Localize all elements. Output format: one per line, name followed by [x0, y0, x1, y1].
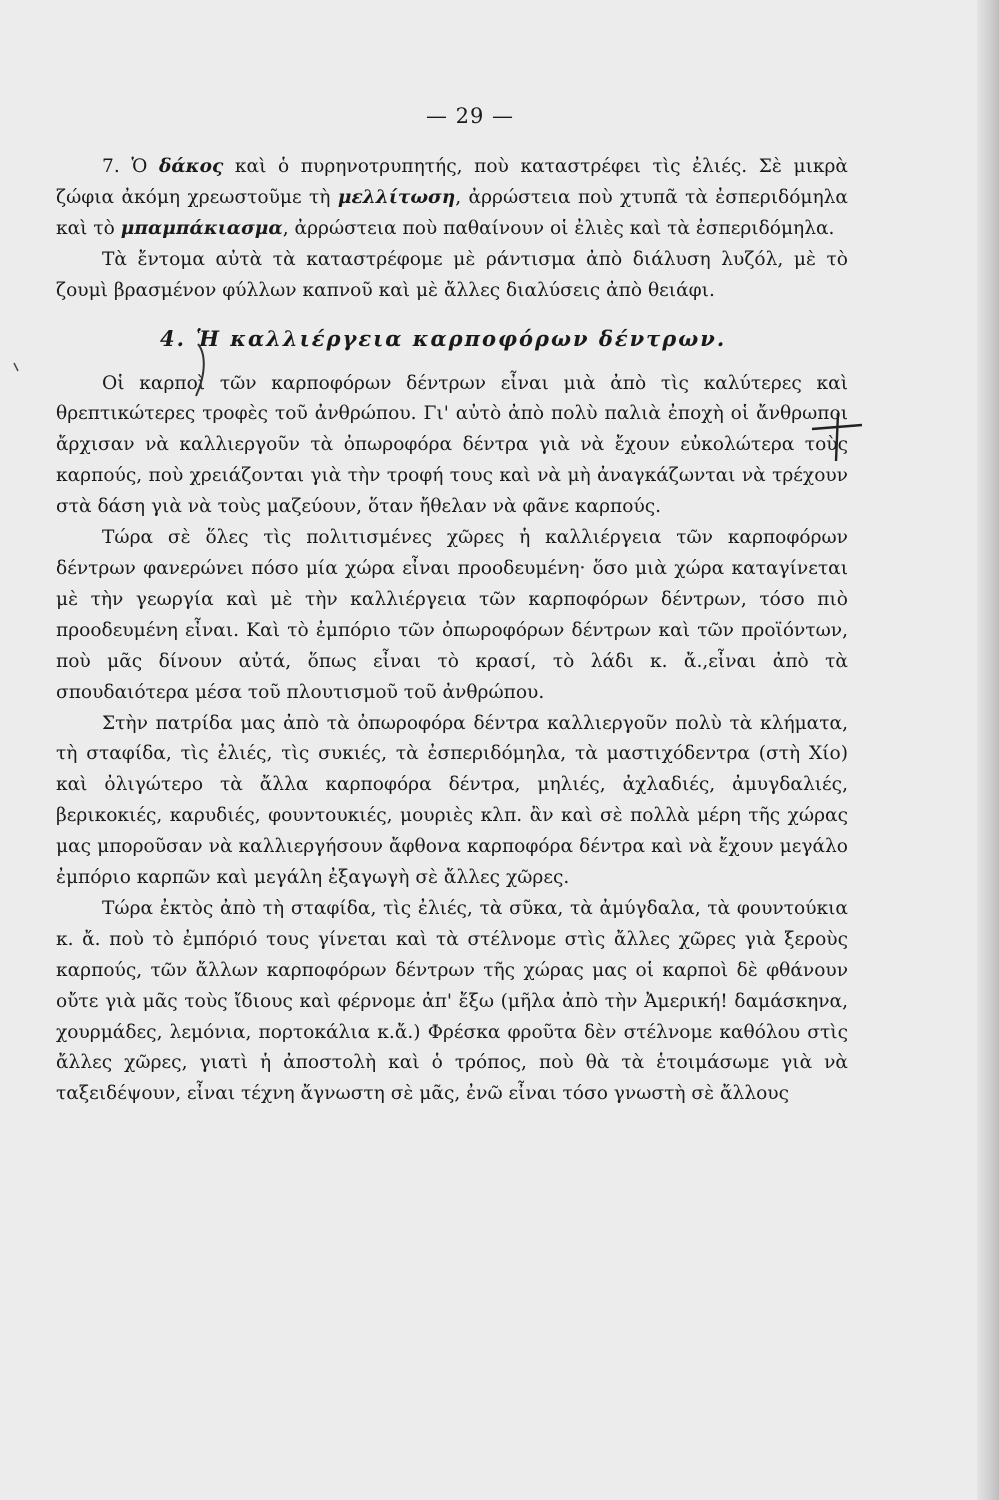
term-dakos: δάκος [158, 156, 224, 177]
section-number: 4. [160, 325, 186, 351]
section-heading [56, 321, 848, 357]
paragraph-pests-tail: , ἀρρώστεια ποὺ παθαίνουν οἱ ἐλιὲς καὶ τὰ ἐσπεριδόμηλα. [282, 217, 835, 239]
paragraph-pests [56, 152, 848, 245]
ink-speck [12, 362, 20, 372]
paragraph-4: Τώρα ἐκτὸς ἀπὸ τὴ σταφίδα, τὶς ἐλιές, τὰ σῦκα, τὰ ἀμύγδαλα, τὰ φουντούκια κ. ἄ. ποὺ τὸ ἐμπόριό τους γίνεται καὶ τὰ στέλνομε στὶς ἄλλες χῶρες γιὰ ξεροὺς καρπούς, τῶν ἄλλων καρποφόρων δέντρων τῆς χώρας μας οἱ καρποὶ δὲ φθάνουν οὔτε γιὰ μᾶς τοὺς ἴδιους καὶ φέρνομε ἀπ' ἔξω (μῆλα ἀπὸ τὴν Ἀμερική! δαμάσκηνα, χουρμάδες, λεμόνια, πορτοκάλια κ.ἄ.) Φρέσκα φροῦτα δὲν στέλνομε καθόλου στὶς ἄλλες χῶρες, γιατὶ ἡ ἀποστολὴ καὶ ὁ τρόπος, ποὺ θὰ τὰ ἑτοιμάσωμε γιὰ νὰ ταξειδέψουν, εἶναι τέχνη ἄγνωστη σὲ μᾶς, ἐνῶ εἶναι τόσο γνωστὴ σὲ ἄλλους [56, 897, 848, 1105]
pencil-cross-mark [808, 407, 864, 463]
page-edge [977, 0, 999, 1500]
page-number: — 29 — [425, 104, 515, 128]
paragraph-1: Οἱ καρποὶ τῶν καρποφόρων δέντρων εἶναι μιὰ ἀπὸ τὶς καλύτερες καὶ θρεπτικώτερες τροφὲς τοῦ ἀνθρώπου. Γι' αὐτὸ ἀπὸ πολὺ παλιὰ ἐποχὴ οἱ ἄνθρωποι ἄρχισαν νὰ καλλιεργοῦν τὰ ὀπωροφόρα δέντρα γιὰ νὰ ἔχουν εὐκολώτερα τοὺς καρπούς, ποὺ χρειάζονται γιὰ τὴν τροφή τους καὶ νὰ μὴ ἀναγκάζωνται νὰ τρέχουν στὰ δάση γιὰ νὰ τοὺς μαζεύουν, ὅταν ἤθελαν νὰ φᾶνε καρπούς. [56, 372, 848, 518]
paragraph-spraying: Τὰ ἔντομα αὐτὰ τὰ καταστρέφομε μὲ ράντισμα ἀπὸ διάλυση λυζόλ, μὲ τὸ ζουμὶ βρασμένον φύλλων καπνοῦ καὶ μὲ ἄλλες διαλύσεις ἀπὸ θειάφι. [56, 248, 848, 301]
paragraph-pests-mid1: καὶ ὁ πυρηνοτρυπητής, ποὺ καταστρέφει τὶς ἐλιές. Σὲ μικρὰ ζώφια ἀκόμη χρεωστοῦμε τὴ [56, 156, 848, 208]
term-bambakiasma: μπαμπάκιασμα [120, 217, 283, 239]
pencil-bracket-mark [192, 340, 212, 400]
term-mellitosi: μελλίτωση [337, 186, 456, 208]
paragraph-pests-mid2: , ἀρρώστεια ποὺ χτυπᾶ τὰ ἐσπεριδόμηλα καὶ τὸ [56, 186, 848, 239]
paragraph-2: Τώρα σὲ ὅλες τὶς πολιτισμένες χῶρες ἡ καλλιέργεια τῶν καρποφόρων δέντρων φανερώνει πόσο μία χώρα εἶναι προοδευμένη· ὅσο μιὰ χώρα καταγίνεται μὲ τὴν γεωργία καὶ μὲ τὴν καλλιέργεια τῶν καρποφόρων δέντρων, τόσο πιὸ προοδευμένη εἶναι. Καὶ τὸ ἐμπόριο τῶν ὀπωροφόρων δέντρων καὶ τῶν προϊόντων, ποὺ μᾶς δίνουν αὐτά, ὅπως εἶναι τὸ κρασί, τὸ λάδι κ. ἄ.,εἶναι ἀπὸ τὰ σπουδαιότερα μέσα τοῦ πλουτισμοῦ τοῦ ἀνθρώπου. [56, 527, 848, 703]
paragraph-pests-lead: 7. Ὁ [102, 156, 159, 177]
paragraph-3: Στὴν πατρίδα μας ἀπὸ τὰ ὀπωροφόρα δέντρα καλλιεργοῦν πολὺ τὰ κλήματα, τὴ σταφίδα, τὶς ἐλιές, τὶς συκιές, τὰ ἐσπεριδόμηλα, τὰ μαστιχόδεντρα (στὴ Χίο) καὶ ὀλιγώτερο τὰ ἄλλα καρποφόρα δέντρα, μηλιές, ἀχλαδιές, ἀμυγδαλιές, βερικοκιές, καρυδιές, φουντουκιές, μουριὲς κλπ. ἂν καὶ σὲ πολλὰ μέρη τῆς χώρας μας μποροῦσαν νὰ καλλιεργήσουν ἄφθονα καρποφόρα δέντρα καὶ νὰ ἔχουν μεγάλο ἐμπόριο καρπῶν καὶ μεγάλη ἐξαγωγὴ σὲ ἄλλες χῶρες. [56, 712, 848, 889]
text-block [56, 152, 848, 1110]
section-title: Ἡ καλλιέργεια καρποφόρων δέντρων. [195, 325, 727, 351]
